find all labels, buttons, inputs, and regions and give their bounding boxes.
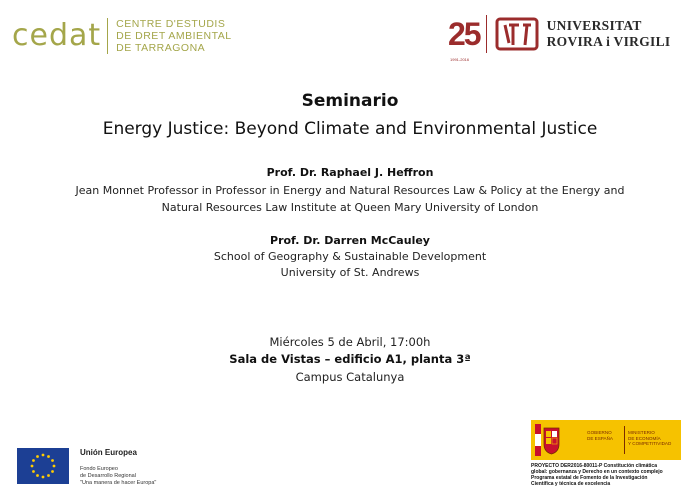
project-line: Científica y técnica de excelencia	[531, 481, 611, 487]
cedat-wordmark: cedat	[12, 18, 102, 53]
speaker-affiliation: University of St. Andrews	[280, 266, 420, 279]
eu-star-icon	[32, 459, 35, 462]
urv-name	[547, 18, 671, 50]
spain-government-line: DE ESPAÑA	[587, 435, 613, 441]
eu-star-icon	[42, 476, 45, 479]
urv-divider	[486, 15, 487, 53]
project-reference	[531, 463, 686, 487]
urv-anniversary-number: 25	[448, 16, 480, 52]
eu-star-icon	[51, 459, 54, 462]
urv-emblem-icon	[495, 15, 541, 53]
eu-star-icon	[47, 455, 50, 458]
eu-star-icon	[47, 474, 50, 477]
eu-star-icon	[36, 455, 39, 458]
eu-star-icon	[53, 465, 56, 468]
eu-fund-line: Fondo Europeo	[80, 466, 118, 472]
eu-star-icon	[32, 470, 35, 473]
urv-logo	[448, 14, 671, 62]
event-date: Miércoles 5 de Abril, 17:00h	[269, 335, 431, 349]
eu-fund-line: de Desarrollo Regional	[80, 473, 136, 479]
speaker-affiliation: School of Geography & Sustainable Development	[213, 250, 487, 263]
eu-star-icon	[36, 474, 39, 477]
spain-logo-divider	[624, 426, 625, 454]
project-line: Programa estatal de Fomento de la Investigación	[531, 475, 648, 481]
eu-flag-icon	[17, 448, 69, 484]
speaker-affiliation: Natural Resources Law Institute at Queen Mary University of London	[161, 201, 539, 214]
spain-ministry-label	[628, 430, 671, 447]
urv-anniversary-mark	[448, 14, 480, 62]
spain-ministry-line: MINISTERIO	[628, 430, 655, 435]
eu-star-icon	[42, 454, 45, 457]
cedat-name-line: CENTRE D'ESTUDIS	[116, 18, 226, 30]
eu-star-icon	[31, 465, 34, 468]
cedat-logo	[12, 18, 232, 54]
speaker-name: Prof. Dr. Darren McCauley	[270, 234, 430, 247]
project-line: global: gobernanza y Derecho en un contexto complejo	[531, 469, 663, 475]
cedat-divider	[107, 18, 108, 54]
urv-name-line: ROVIRA i VIRGILI	[546, 34, 671, 49]
eu-star-icon	[51, 470, 54, 473]
seminar-label: Seminario	[301, 91, 399, 111]
spain-ministry-logo	[531, 420, 681, 460]
spain-government-label	[587, 430, 613, 441]
spain-government-line: GOBIERNO	[587, 430, 612, 435]
speaker-name: Prof. Dr. Raphael J. Heffron	[266, 166, 434, 179]
event-venue: Sala de Vistas – edificio A1, planta 3ª	[229, 352, 471, 366]
seminar-title: Energy Justice: Beyond Climate and Environmental Justice	[102, 119, 598, 139]
project-line: PROYECTO DER2016-80011-P Constitución climática	[531, 463, 657, 469]
eu-title: Unión Europea	[80, 448, 137, 457]
urv-name-line: UNIVERSITAT	[546, 18, 642, 33]
event-campus: Campus Catalunya	[295, 370, 405, 384]
spain-coat-of-arms-icon	[535, 424, 561, 456]
eu-fund-line: "Una manera de hacer Europa"	[80, 480, 157, 486]
cedat-name-line: DE DRET AMBIENTAL	[116, 30, 232, 42]
spain-ministry-line: DE ECONOMÍA	[628, 435, 661, 441]
speaker-affiliation: Jean Monnet Professor in Professor in Energy and Natural Resources Law & Policy at the Energy and	[75, 184, 625, 197]
cedat-full-name	[116, 18, 231, 54]
urv-anniversary-years: 1991-2016	[450, 57, 470, 62]
spain-ministry-line: Y COMPETITIVIDAD	[628, 441, 672, 446]
cedat-name-line: DE TARRAGONA	[116, 42, 206, 54]
eu-funding-block	[80, 448, 156, 487]
